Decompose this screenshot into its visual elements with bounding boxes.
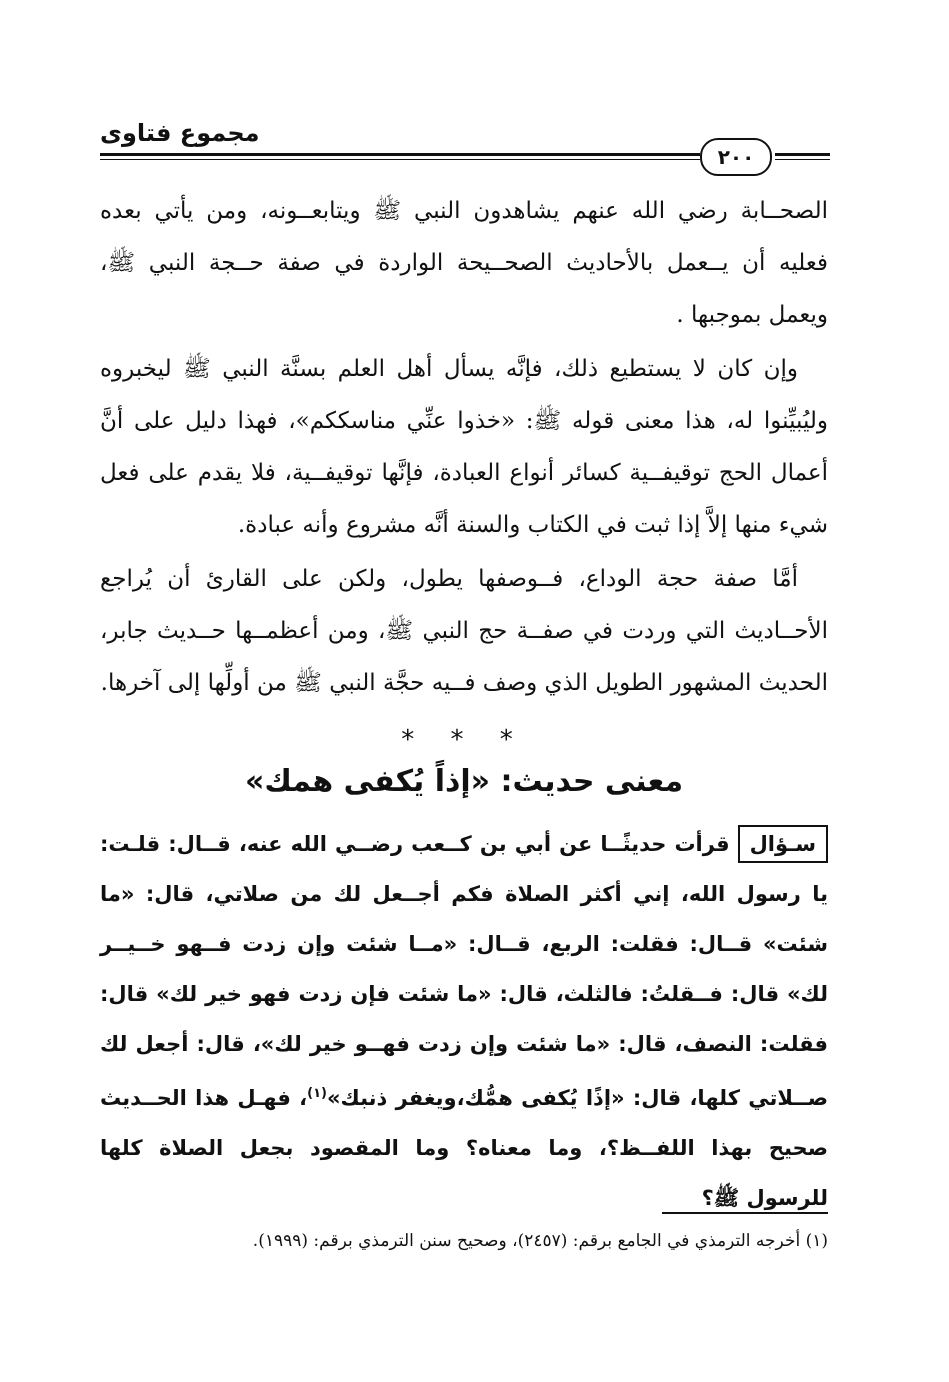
question-tail: ، فهـل هذا الحــديث صحيح بهذا اللفــظ؟، وما معناه؟ وما المقصود بجعل الصلاة كلها للرسول ﷺ؟ xyxy=(100,1086,828,1210)
question-label: سـؤال xyxy=(738,825,828,863)
section-separator: * * * xyxy=(401,725,527,755)
paragraph-1: الصحــابة رضي الله عنهم يشاهدون النبي ﷺ ويتابعــونه، ومن يأتي بعده فعليه أن يــعمل بالأحاديث الصحــيحة الواردة في صفة حــجة النبي ﷺ، ويعمل بموجبها . xyxy=(100,198,828,328)
question-block xyxy=(100,819,828,1223)
book-title: مجموع فتاوى xyxy=(100,119,260,147)
paragraph-2: وإن كان لا يستطيع ذلك، فإنَّه يسأل أهل العلم بسنَّة النبي ﷺ ليخبروه وليُبيِّنوا له، هذا معنى قوله ﷺ: «خذوا عنِّي مناسككم»، فهذا دليل على أنَّ أعمال الحج توقيفــية كسائر أنواع العبادة، فإنَّها توقيفــية، فلا يقدم على فعل شيء منها إلاَّ إذا ثبت في الكتاب والسنة أنَّه مشروع وأنه عبادة. xyxy=(100,356,828,538)
page-header xyxy=(100,118,830,178)
page-content xyxy=(100,185,828,1223)
header-rule-right-thin xyxy=(775,159,830,160)
footnote-ref[interactable]: (١) xyxy=(307,1086,327,1101)
paragraph-3: أمَّا صفة حجة الوداع، فــوصفها يطول، ولكن على القارئ أن يُراجع الأحــاديث التي وردت في صفــة حج النبي ﷺ، ومن أعظمــها حــديث جابر، الحديث المشهور الطويل الذي وصف فــيه حجَّة النبي ﷺ من أولِّها إلى آخرها. xyxy=(100,566,828,696)
section-title: معنى حديث: «إذاً يُكفى همك» xyxy=(244,764,684,799)
page-number: ٢٠٠ xyxy=(700,138,772,176)
footnote: (١) أخرجه الترمذي في الجامع برقم: (٢٤٥٧)، وصحيح سنن الترمذي برقم: (١٩٩٩). xyxy=(252,1231,828,1251)
footnote-rule xyxy=(662,1212,828,1214)
question-text: قرأت حديثًــا عن أبي بن كــعب رضــي الله عنه، قــال: قلـت: يا رسول الله، إني أكثر الصلاة فكم أجــعل لك من صلاتي، قال: «ما شئت» قــال: فقلت: الربع، قــال: «مــا شئت وإن زدت فــهو خــيــر لك» قال: فــقلتُ: فالثلث، قال: «ما شئت فإن زدت فهو خير لك» قال: فقلت: النصف، قال: «ما شئت وإن زدت فهــو خير لك»، قال: أجعل لك صــلاتي كلها، قال: «إذًا يُكفى همُّك،ويغفر ذنبك» xyxy=(100,832,828,1110)
header-rule-right xyxy=(775,153,830,156)
header-rule xyxy=(100,153,700,156)
header-rule-thin xyxy=(100,159,700,160)
